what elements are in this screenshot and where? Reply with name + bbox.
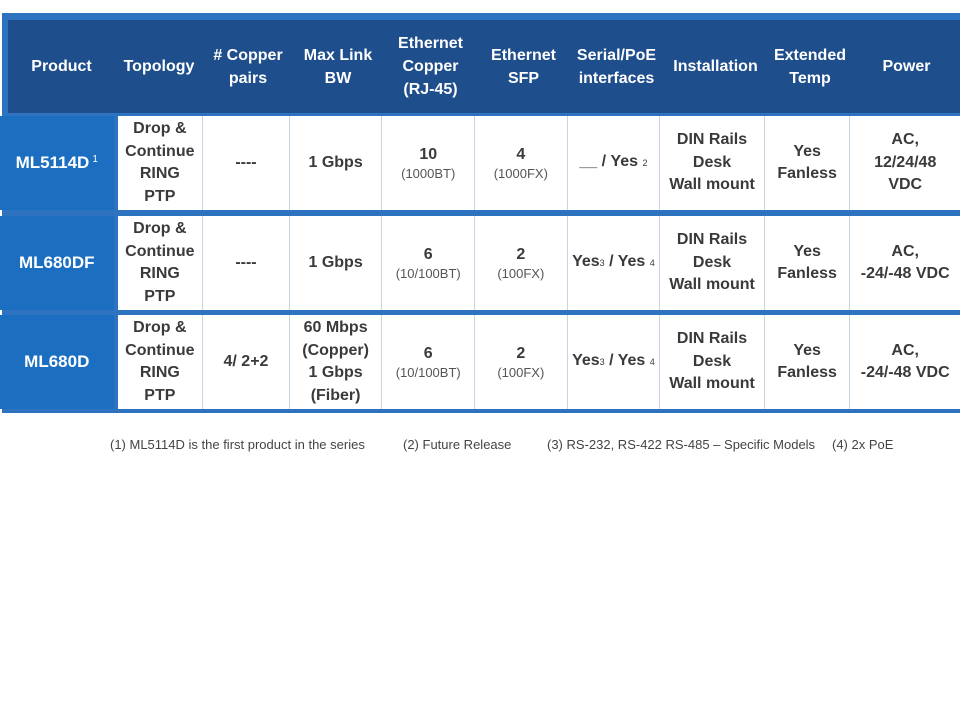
serial-footnote-ref: 3: [599, 258, 605, 269]
ethernet-copper-type: (1000BT): [401, 166, 456, 182]
serial-value: __ /: [579, 153, 607, 171]
ethernet-sfp-cell: [475, 216, 568, 310]
serial-value: Yes: [572, 253, 600, 271]
ethernet-copper-count: 6: [423, 344, 433, 362]
header-extended-temp: Extended Temp: [773, 46, 846, 87]
extended-temp-cell: Yes Fanless: [765, 315, 851, 409]
table-row: [0, 116, 960, 210]
header-ethernet-sfp: Ethernet SFP: [491, 46, 556, 87]
extended-temp-cell: Yes Fanless: [765, 216, 851, 310]
poe-footnote-ref: 2: [642, 158, 648, 169]
installation-cell: DIN Rails Desk Wall mount: [660, 216, 765, 310]
ethernet-copper-cell: [382, 116, 475, 210]
header-product: Product: [31, 58, 92, 75]
serial-poe-cell: [568, 116, 661, 210]
ethernet-copper-cell: [382, 315, 475, 409]
topology-cell: Drop & Continue RING PTP: [118, 216, 204, 310]
product-cell: [0, 116, 114, 210]
product-name: ML5114D: [15, 153, 90, 172]
serial-value: Yes: [572, 352, 600, 370]
ethernet-sfp-count: 2: [516, 344, 526, 362]
extended-temp-cell: Yes Fanless: [765, 116, 851, 210]
header-copper-pairs: # Copper pairs: [213, 46, 283, 87]
topology-cell: Drop & Continue RING PTP: [118, 315, 204, 409]
ethernet-sfp-cell: [475, 116, 568, 210]
footnote-2: (2) Future Release: [403, 437, 512, 452]
product-cell: [0, 315, 114, 409]
power-cell: AC, -24/-48 VDC: [850, 315, 960, 409]
poe-footnote-ref: 4: [649, 258, 655, 269]
header-serial-poe: Serial/PoE interfaces: [576, 46, 657, 87]
serial-poe-value: [572, 251, 655, 275]
table-row: [0, 315, 960, 409]
copper-pairs-cell: ----: [203, 116, 290, 210]
poe-value: / Yes: [609, 253, 646, 271]
ethernet-sfp-type: (100FX): [497, 365, 545, 381]
serial-poe-value: [579, 151, 647, 175]
footnote-1: (1) ML5114D is the first product in the series: [110, 437, 365, 452]
ethernet-copper-cell: [382, 216, 475, 310]
ethernet-copper-type: (10/100BT): [395, 266, 461, 282]
footnote-4: (4) 2x PoE: [832, 437, 894, 452]
product-footnote-ref: 1: [92, 153, 98, 165]
serial-poe-cell: [568, 315, 661, 409]
serial-poe-value: [572, 350, 655, 374]
table-row: [0, 216, 960, 310]
header-max-link-bw: Max Link BW: [303, 46, 373, 87]
max-link-bw-cell: 60 Mbps (Copper) 1 Gbps (Fiber): [290, 315, 383, 409]
ethernet-copper-type: (10/100BT): [395, 365, 461, 381]
ethernet-copper-count: 10: [419, 145, 438, 163]
max-link-bw-cell: 1 Gbps: [290, 216, 383, 310]
product-cell: [0, 216, 114, 310]
ethernet-sfp-type: (1000FX): [493, 166, 548, 182]
header-ethernet-copper: Ethernet Copper (RJ-45): [398, 35, 463, 98]
ethernet-sfp-cell: [475, 315, 568, 409]
poe-footnote-ref: 4: [649, 357, 655, 368]
header-power: Power: [882, 58, 931, 75]
header-topology: Topology: [123, 58, 195, 75]
ethernet-copper-count: 6: [423, 245, 433, 263]
copper-pairs-cell: 4/ 2+2: [203, 315, 290, 409]
poe-value: / Yes: [609, 352, 646, 370]
ethernet-sfp-count: 4: [516, 145, 526, 163]
product-name: ML680DF: [18, 253, 95, 272]
table-header-row: [8, 20, 960, 113]
serial-footnote-ref: 3: [599, 357, 605, 368]
copper-pairs-cell: ----: [203, 216, 290, 310]
power-cell: AC, 12/24/48 VDC: [850, 116, 960, 210]
header-installation: Installation: [673, 58, 758, 75]
max-link-bw-cell: 1 Gbps: [290, 116, 383, 210]
installation-cell: DIN Rails Desk Wall mount: [660, 116, 765, 210]
topology-cell: Drop & Continue RING PTP: [118, 116, 204, 210]
serial-poe-cell: [568, 216, 661, 310]
power-cell: AC, -24/-48 VDC: [850, 216, 960, 310]
product-name: ML680D: [24, 352, 90, 371]
poe-value: Yes: [610, 153, 639, 171]
ethernet-sfp-type: (100FX): [497, 266, 545, 282]
footnote-3: (3) RS-232, RS-422 RS-485 – Specific Models: [547, 437, 816, 452]
installation-cell: DIN Rails Desk Wall mount: [660, 315, 765, 409]
ethernet-sfp-count: 2: [516, 245, 526, 263]
